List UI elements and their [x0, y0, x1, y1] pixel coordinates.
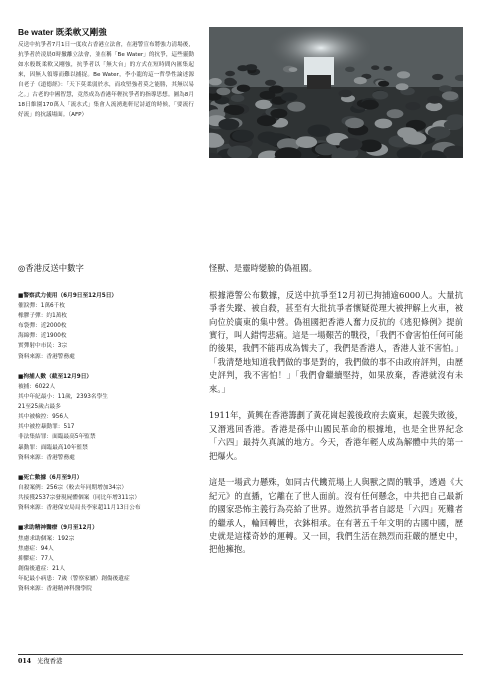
article-paragraph: 怪獸、是靈時變臉的偽祖國。: [209, 263, 317, 273]
section-title: ■死亡數據（6月至9月）: [18, 474, 83, 481]
umbrella-shape: [442, 91, 458, 100]
section-title: ■求助精神醫療（9月至12月）: [18, 525, 98, 532]
stat-line: 橡膠子彈：約1萬枚: [18, 313, 68, 320]
article-paragraph: 這是一場武力懸殊，如同古代饑荒場上人與獸之間的戰爭，透過《大紀元》的直播，它離在了世人面前。沒有任何懸念，中共把自己最新的國家恐怖主義行為亮給了世界。遊然抗爭者自認是「六四」死難者的繼承人，輪回轉世，衣鉢相承。在有著五千年文明的古國中國，歷史就是這樣奇妙的運轉。又一回，我們生活在熱烈而莊嚴的歷史中，把他擁抱。: [209, 477, 463, 555]
stats-column: [18, 291, 198, 604]
umbrella-shape: [224, 78, 235, 84]
umbrella-shape: [296, 136, 317, 148]
umbrella-shape: [428, 126, 451, 138]
stat-line: 其中被控暴動罪：517: [18, 424, 75, 431]
stat-line: 其中年紀最小：11歲，2393名學生: [18, 394, 108, 401]
umbrella-shape: [359, 140, 382, 153]
umbrella-shape: [397, 71, 410, 78]
stat-line: 暴動罪：面臨最高10年監禁: [18, 444, 88, 451]
umbrella-shape: [218, 119, 239, 131]
stat-line: 自殺案例：256宗（較去年同期增加34宗）: [18, 484, 128, 491]
stats-section-police-force: [18, 291, 198, 362]
stat-line: 催淚彈：1萬6千枚: [18, 303, 66, 310]
article-paragraph: 1911年，黃興在香港籌劃了黃花崗起義後政府去廣東，起義失敗後，又潛逃回香港。香港是孫中山國民革命的根據地，也是全世界紀念「六四」最持久真誠的地方。今天，香港年輕人成為解體中共的第一把爆火。: [209, 410, 463, 461]
umbrella-shape: [209, 78, 222, 85]
sidebar-title: Be water 既柔軟又剛強: [18, 27, 107, 37]
umbrella-shape: [384, 66, 393, 71]
footer-rule: [18, 654, 463, 655]
source-line: 資料來源：香港保安局局長李家超11月13日公布: [18, 505, 141, 512]
umbrella-shape: [339, 138, 362, 151]
umbrella-shape: [427, 96, 442, 104]
protest-photo-graphic: [209, 27, 463, 158]
umbrella-shape: [281, 92, 297, 101]
umbrella-shape: [224, 105, 241, 114]
umbrella-shape: [237, 85, 250, 92]
umbrella-shape: [387, 109, 404, 118]
umbrella-shape: [345, 118, 364, 128]
section-title: ■警察武力使用（6月9日至12月5日）: [18, 293, 118, 299]
umbrella-shape: [232, 130, 254, 142]
umbrella-shape: [265, 80, 276, 86]
article-paragraph: 根據港警公布數據，反送中抗爭至12月初已拘捕逾6000人。大量抗爭者失蹤、被自殺，甚至有大批抗爭者懷疑從理大被押解上火車，被向位於廣東的集中營。偽祖國把香港人奮力反抗的《逃犯條例》提前實行，叫人錯愕悲痛。這是一場艱苦的戰役，「我們不會害怕任何可能的後果，我們不能再成為懦夫了，我們是香港人，香港人並不害怕。」「我清楚地知道我們做的事是對的，我們做的事不由政府評判，由歷史評判，我不害怕！」「我們會繼續堅持，如果放棄，香港就沒有未來。」: [209, 289, 463, 394]
publication-title: 光復香港: [37, 658, 63, 665]
stats-section-deaths: [18, 473, 198, 513]
stat-line: 共接獲2537宗發現屍體個案（同比年增311宗）: [18, 495, 141, 502]
umbrella-shape: [287, 102, 305, 112]
umbrella-shape: [231, 94, 245, 102]
umbrella-shape: [439, 85, 452, 92]
stat-line: 21至25歲占最多: [18, 404, 61, 411]
stats-heading: ◎香港反送中數字: [18, 263, 84, 273]
umbrella-shape: [405, 102, 420, 110]
stat-line: 實彈射中市民：3宗: [18, 343, 68, 350]
umbrella-shape: [345, 67, 355, 72]
section-title: ■拘捕人數（截至12月9日）: [18, 373, 93, 380]
umbrella-shape: [361, 100, 379, 110]
umbrella-shape: [396, 83, 409, 90]
sidebar-body: 反送中抗爭者7月1日一度攻占香港立法會，在港警宣布將強力清場後，抗爭者於凌晨0時撤離立法會，並在稱「Be Water」的抗爭，這些靈動如水般既柔軟又剛強，抗爭者以「無大台」的方式在短時間內匯集起來，因無人領導而難以捕捉。Be Water，李小龍的這一哲學性論述源自老子《道德經》：「天下莫柔弱於水，而攻堅強者莫之能勝，其無以易之。」古老的中國智慧，竟然成為香港年輕抗爭者的指導思想。圖為8月18日維園170萬人「流水式」集會人流湧進軒尼詩道的時候，「要流行好流」的抗議場面。（AFP）: [18, 42, 194, 118]
protest-photo: [209, 27, 463, 158]
umbrella-shape: [372, 91, 388, 100]
stat-line: 海綿彈：近1900枚: [18, 333, 67, 340]
article-body: [209, 262, 463, 570]
stat-line: 創傷後遺症：21人: [18, 565, 66, 572]
umbrella-shape: [270, 109, 287, 118]
umbrella-shape: [403, 132, 426, 145]
umbrella-shape: [432, 74, 443, 80]
umbrella-shape: [225, 71, 235, 76]
umbrella-shape: [258, 132, 279, 144]
stat-line: 非法集結罪：面臨最高5年監禁: [18, 434, 96, 441]
umbrella-shape: [255, 100, 272, 109]
umbrella-shape: [378, 81, 389, 87]
stat-line: 焦慮求助個案：192宗: [18, 535, 75, 542]
umbrella-shape: [339, 90, 353, 98]
stat-line: 布袋彈：近2000枚: [18, 323, 67, 330]
source-line: 資料來源：香港警務處: [18, 353, 75, 360]
umbrella-shape: [354, 77, 367, 84]
umbrella-shape: [371, 65, 379, 70]
stat-line: 焦慮症：94人: [18, 545, 54, 552]
umbrella-shape: [216, 88, 230, 96]
umbrella-shape: [308, 125, 331, 137]
page-footer: [18, 657, 62, 666]
stat-line: 抑鬱症：77人: [18, 555, 54, 562]
source-line: 資料來源：香港精神科醫學院: [18, 586, 92, 592]
page-number: 014: [18, 658, 32, 665]
umbrella-shape: [289, 67, 298, 72]
stats-section-mental-health: [18, 523, 198, 594]
stats-section-arrests: [18, 372, 198, 463]
stat-line: 年紀最小病患：7歲（警察家屬）創傷後遺症: [18, 575, 130, 582]
stat-line: 被捕：6022人: [18, 383, 56, 390]
source-line: 資料來源：香港警務處: [18, 454, 75, 461]
umbrella-shape: [237, 65, 248, 71]
stat-line: 其中被檢控：956人: [18, 414, 69, 421]
umbrella-shape: [375, 119, 393, 129]
